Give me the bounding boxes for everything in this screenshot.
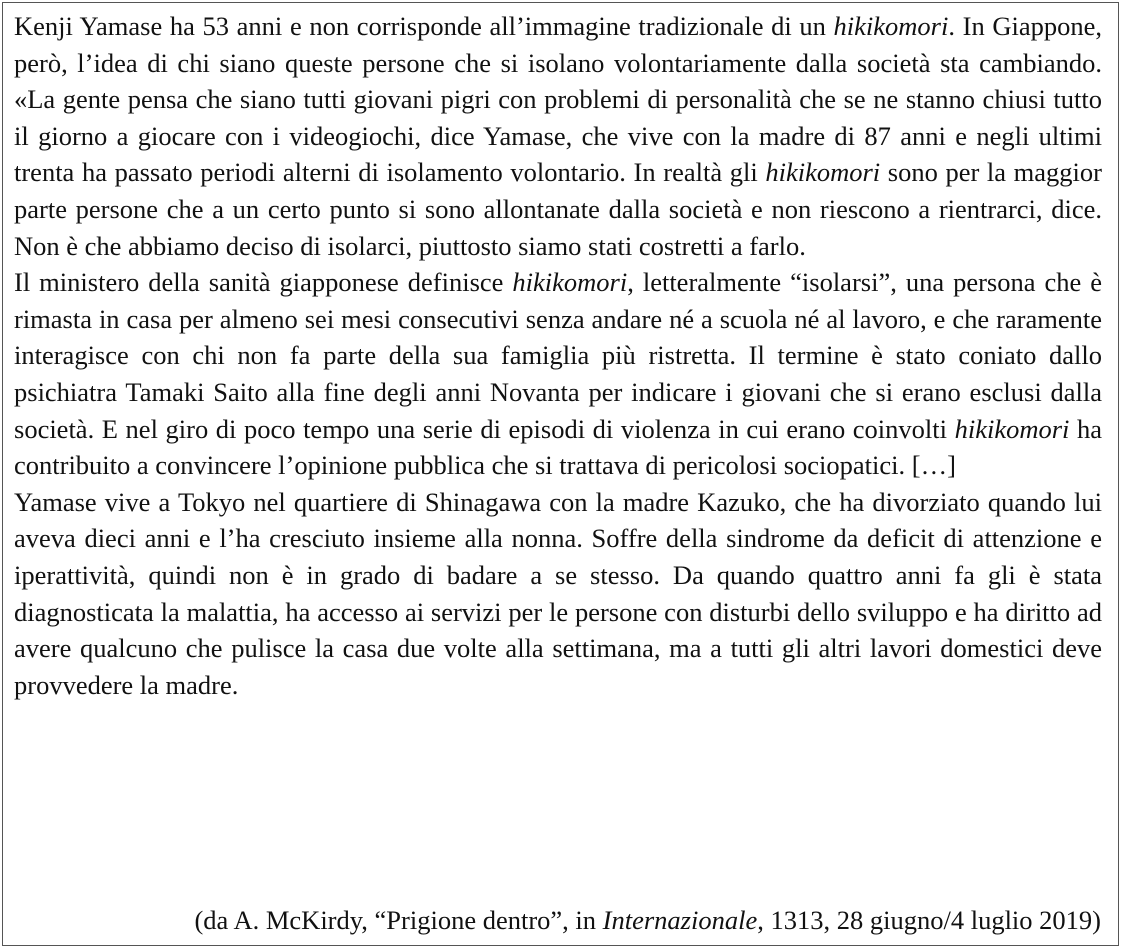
paragraph-3 xyxy=(14,484,1102,704)
citation-journal: Internazionale xyxy=(602,905,758,935)
paragraph-3-text: Yamase vive a Tokyo nel quartiere di Shinagawa con la madre Kazuko, che ha divorziato quando lui aveva dieci anni e l’ha cresciuto insieme alla nonna. Soffre della sindrome da deficit di attenzione e iperattività, quindi non è in grado di badare a se stesso. Da quando quattro anni fa gli è stata diagnosticata la malattia, ha accesso ai servizi per le persone con disturbi dello sviluppo e ha diritto ad avere qualcuno che pulisce la casa due volte alla settimana, ma a tutti gli altri lavori domestici deve provvedere la madre. xyxy=(14,486,1102,700)
paragraph-1-italic-term-2: hikikomori xyxy=(765,157,881,188)
citation-text-after: , 1313, 28 giugno/4 luglio 2019) xyxy=(757,905,1101,935)
paragraph-2-text-3: ha contribuito a convincere l’opinione pubblica che si trattava di pericolosi sociopatici. […] xyxy=(14,413,1103,481)
source-citation xyxy=(194,902,1101,938)
paragraph-2-italic-term-1: hikikomori xyxy=(512,267,628,298)
paragraph-2-text-2: , letteralmente “isolarsi”, una persona che è rimasta in casa per almeno sei mesi consecutivi senza andare né a scuola né al lavoro, e che raramente interagisce con chi non fa parte della sua famiglia più ristretta. Il termine è stato coniato dallo psichiatra Tamaki Saito alla fine degli anni Novanta per indicare i giovani che si erano esclusi dalla società. E nel giro di poco tempo una serie di episodi di violenza in cui erano coinvolti xyxy=(14,267,1102,444)
paragraph-1-text-1: Kenji Yamase ha 53 anni e non corrisponde all’immagine tradizionale di un xyxy=(14,11,834,41)
article-text xyxy=(14,8,1102,703)
paragraph-2-italic-term-2: hikikomori xyxy=(954,413,1070,444)
paragraph-1-text-3: sono per la maggior parte persone che a un certo punto si sono allontanate dalla società e non riescono a rientrarci, dice. Non è che abbiamo deciso di isolarci, piuttosto siamo stati costretti a farlo. xyxy=(14,157,1102,261)
paragraph-1-text-2: . In Giappone, però, l’idea di chi siano queste persone che si isolano volontariamente dalla società sta cambiando. «La gente pensa che siano tutti giovani pigri con problemi di personalità che se ne stanno chiusi tutto il giorno a giocare con i videogiochi, dice Yamase, che vive con la madre di 87 anni e negli ultimi trenta ha passato periodi alterni di isolamento volontario. In realtà gli xyxy=(14,11,1102,188)
paragraph-2-text-1: Il ministero della sanità giapponese definisce xyxy=(14,267,513,298)
paragraph-1 xyxy=(14,8,1102,264)
paragraph-2 xyxy=(14,264,1102,484)
paragraph-1-italic-term-1: hikikomori xyxy=(833,11,949,41)
citation-text-before: (da A. McKirdy, “Prigione dentro”, in xyxy=(194,905,603,935)
